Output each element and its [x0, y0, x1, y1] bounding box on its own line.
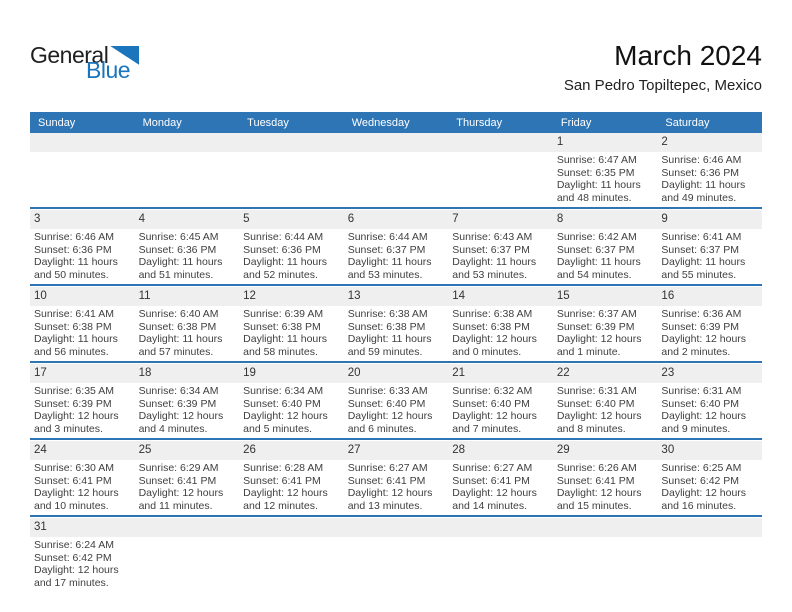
weekday-label-wednesday: Wednesday: [351, 116, 410, 129]
day-details: [448, 383, 553, 438]
date-number: 2: [661, 136, 668, 148]
sunset-text: Sunset: 6:41 PM: [452, 474, 530, 487]
daylight-text: Daylight: 12 hours and 10 minutes.: [34, 487, 119, 512]
title-block: [564, 38, 762, 94]
week-content: [30, 229, 762, 284]
daylight-text: Daylight: 11 hours and 51 minutes.: [138, 256, 223, 281]
daylight-text: Daylight: 12 hours and 2 minutes.: [661, 333, 747, 358]
date-number: 28: [452, 444, 466, 456]
sunset-text: Sunset: 6:39 PM: [661, 320, 740, 333]
date-number: 15: [556, 290, 570, 302]
sunset-text: Sunset: 6:37 PM: [661, 243, 740, 256]
sunrise-text: Sunrise: 6:41 AM: [661, 231, 742, 243]
sunrise-text: Sunrise: 6:38 AM: [452, 308, 533, 320]
weekday-label-sunday: Sunday: [38, 116, 76, 129]
date-number: [239, 518, 344, 537]
day-details: [30, 306, 135, 361]
sunrise-text: Sunrise: 6:31 AM: [661, 385, 742, 397]
sunset-text: Sunset: 6:35 PM: [556, 166, 635, 179]
day-details: [135, 152, 240, 207]
date-number: 12: [243, 290, 256, 302]
daylight-text: Daylight: 12 hours and 16 minutes.: [661, 487, 747, 512]
day-details: [657, 537, 762, 592]
date-number: 17: [34, 367, 47, 379]
date-number: 4: [138, 213, 145, 225]
date-number: [239, 133, 344, 152]
daylight-text: Daylight: 12 hours and 9 minutes.: [661, 410, 747, 435]
sunset-text: Sunset: 6:37 PM: [556, 243, 635, 256]
date-number: 8: [556, 213, 564, 225]
day-details: [30, 460, 135, 515]
daylight-text: Daylight: 12 hours and 1 minute.: [556, 333, 642, 358]
day-details: [657, 152, 762, 207]
daylight-text: Daylight: 12 hours and 13 minutes.: [347, 487, 433, 512]
date-number: 18: [138, 367, 152, 379]
date-number: 5: [243, 213, 250, 225]
day-details: [448, 306, 553, 361]
date-number: 3: [34, 213, 41, 225]
sunrise-text: Sunrise: 6:34 AM: [138, 385, 219, 397]
sunrise-text: Sunrise: 6:29 AM: [138, 462, 219, 474]
date-number: 29: [556, 444, 570, 456]
weekday-label-tuesday: Tuesday: [247, 116, 289, 129]
day-details: [553, 537, 658, 592]
date-band: [30, 210, 762, 229]
day-details: [553, 152, 658, 207]
date-band: [30, 441, 762, 460]
sunset-text: Sunset: 6:41 PM: [243, 474, 321, 487]
daylight-text: Daylight: 12 hours and 4 minutes.: [138, 410, 224, 435]
day-details: [657, 229, 762, 284]
day-details: [30, 152, 135, 207]
daylight-text: Daylight: 12 hours and 12 minutes.: [243, 487, 328, 512]
sunrise-text: Sunrise: 6:26 AM: [556, 462, 637, 474]
date-number: 27: [347, 444, 361, 456]
sunset-text: Sunset: 6:41 PM: [34, 474, 112, 487]
week-row: [30, 441, 762, 517]
sunrise-text: Sunrise: 6:35 AM: [34, 385, 114, 397]
daylight-text: Daylight: 12 hours and 8 minutes.: [556, 410, 642, 435]
date-number: [344, 518, 449, 537]
daylight-text: Daylight: 12 hours and 17 minutes.: [34, 564, 119, 589]
date-band: [30, 518, 762, 537]
sunrise-text: Sunrise: 6:32 AM: [452, 385, 533, 397]
weekday-label-monday: Monday: [142, 116, 182, 129]
sunrise-text: Sunrise: 6:36 AM: [661, 308, 742, 320]
date-number: 19: [243, 367, 256, 379]
date-number: [553, 518, 658, 537]
day-details: [239, 460, 344, 515]
day-details: [135, 460, 240, 515]
daylight-text: Daylight: 11 hours and 48 minutes.: [556, 179, 641, 204]
date-number: [30, 133, 135, 152]
sunset-text: Sunset: 6:36 PM: [661, 166, 740, 179]
logo-text-blue: Blue: [86, 57, 131, 83]
calendar-month-title: March 2024: [614, 40, 762, 71]
daylight-text: Daylight: 12 hours and 14 minutes.: [452, 487, 537, 512]
sunrise-text: Sunrise: 6:42 AM: [556, 231, 637, 243]
date-band: [30, 133, 762, 152]
day-details: [239, 383, 344, 438]
sunset-text: Sunset: 6:40 PM: [556, 397, 635, 410]
day-details: [448, 229, 553, 284]
date-number: 23: [661, 367, 675, 379]
daylight-text: Daylight: 11 hours and 54 minutes.: [556, 256, 641, 281]
date-number: 7: [452, 213, 459, 225]
sunset-text: Sunset: 6:37 PM: [452, 243, 530, 256]
logo: [30, 38, 139, 82]
date-number: 6: [347, 213, 355, 225]
day-details: [344, 229, 449, 284]
date-band: [30, 287, 762, 306]
calendar-grid: [30, 133, 762, 592]
sunrise-text: Sunrise: 6:34 AM: [243, 385, 324, 397]
day-details: [30, 383, 135, 438]
day-details: [553, 306, 658, 361]
date-band: [30, 364, 762, 383]
date-number: 30: [661, 444, 675, 456]
date-number: 10: [34, 290, 47, 302]
logo-text-general: General: [30, 42, 109, 68]
day-details: [239, 537, 344, 592]
sunset-text: Sunset: 6:41 PM: [347, 474, 426, 487]
sunset-text: Sunset: 6:38 PM: [243, 320, 321, 333]
sunrise-text: Sunrise: 6:43 AM: [452, 231, 533, 243]
date-number: 20: [347, 367, 361, 379]
date-number: 11: [138, 290, 151, 302]
week-content: [30, 537, 762, 592]
sunrise-text: Sunrise: 6:25 AM: [661, 462, 742, 474]
sunrise-text: Sunrise: 6:45 AM: [138, 231, 219, 243]
sunset-text: Sunset: 6:40 PM: [243, 397, 321, 410]
sunrise-text: Sunrise: 6:41 AM: [34, 308, 114, 320]
calendar-location-subtitle: San Pedro Topiltepec, Mexico: [563, 77, 762, 94]
sunset-text: Sunset: 6:38 PM: [138, 320, 217, 333]
day-details: [135, 383, 240, 438]
daylight-text: Daylight: 11 hours and 58 minutes.: [243, 333, 327, 358]
day-details: [553, 460, 658, 515]
daylight-text: Daylight: 11 hours and 55 minutes.: [661, 256, 746, 281]
date-number: 26: [243, 444, 256, 456]
sunset-text: Sunset: 6:39 PM: [34, 397, 112, 410]
week-row: [30, 287, 762, 363]
daylight-text: Daylight: 11 hours and 56 minutes.: [34, 333, 118, 358]
day-details: [553, 229, 658, 284]
sunrise-text: Sunrise: 6:31 AM: [556, 385, 637, 397]
day-details: [553, 383, 658, 438]
daylight-text: Daylight: 12 hours and 6 minutes.: [347, 410, 433, 435]
sunset-text: Sunset: 6:40 PM: [347, 397, 426, 410]
sunset-text: Sunset: 6:38 PM: [34, 320, 112, 333]
daylight-text: Daylight: 12 hours and 15 minutes.: [556, 487, 642, 512]
sunset-text: Sunset: 6:37 PM: [347, 243, 426, 256]
sunrise-text: Sunrise: 6:46 AM: [661, 154, 742, 166]
sunset-text: Sunset: 6:41 PM: [138, 474, 217, 487]
sunrise-text: Sunrise: 6:44 AM: [243, 231, 324, 243]
sunset-text: Sunset: 6:39 PM: [138, 397, 217, 410]
sunset-text: Sunset: 6:40 PM: [661, 397, 740, 410]
sunset-text: Sunset: 6:42 PM: [661, 474, 740, 487]
sunrise-text: Sunrise: 6:33 AM: [347, 385, 428, 397]
date-number: [135, 133, 240, 152]
day-details: [344, 460, 449, 515]
daylight-text: Daylight: 11 hours and 53 minutes.: [452, 256, 537, 281]
sunset-text: Sunset: 6:36 PM: [34, 243, 112, 256]
daylight-text: Daylight: 12 hours and 7 minutes.: [452, 410, 537, 435]
sunset-text: Sunset: 6:36 PM: [243, 243, 321, 256]
day-details: [239, 152, 344, 207]
date-number: 22: [556, 367, 570, 379]
daylight-text: Daylight: 12 hours and 0 minutes.: [452, 333, 537, 358]
day-details: [30, 229, 135, 284]
daylight-text: Daylight: 11 hours and 50 minutes.: [34, 256, 118, 281]
weekday-header-row: [30, 112, 762, 133]
sunset-text: Sunset: 6:41 PM: [556, 474, 635, 487]
sunrise-text: Sunrise: 6:38 AM: [347, 308, 428, 320]
day-details: [657, 306, 762, 361]
sunrise-text: Sunrise: 6:30 AM: [34, 462, 114, 474]
date-number: [344, 133, 449, 152]
day-details: [657, 460, 762, 515]
daylight-text: Daylight: 11 hours and 53 minutes.: [347, 256, 432, 281]
weekday-label-thursday: Thursday: [456, 116, 503, 129]
week-row: [30, 210, 762, 286]
day-details: [239, 229, 344, 284]
sunrise-text: Sunrise: 6:27 AM: [347, 462, 428, 474]
week-row: [30, 133, 762, 209]
daylight-text: Daylight: 12 hours and 5 minutes.: [243, 410, 328, 435]
sunrise-text: Sunrise: 6:27 AM: [452, 462, 533, 474]
weekday-label-friday: Friday: [560, 116, 592, 129]
day-details: [448, 537, 553, 592]
day-details: [344, 306, 449, 361]
day-details: [135, 306, 240, 361]
sunrise-text: Sunrise: 6:37 AM: [556, 308, 637, 320]
week-content: [30, 152, 762, 207]
date-number: 31: [34, 521, 47, 533]
date-number: 14: [452, 290, 466, 302]
date-number: [657, 518, 762, 537]
day-details: [239, 306, 344, 361]
week-row: [30, 364, 762, 440]
date-number: 16: [661, 290, 675, 302]
daylight-text: Daylight: 11 hours and 59 minutes.: [347, 333, 432, 358]
daylight-text: Daylight: 12 hours and 11 minutes.: [138, 487, 224, 512]
day-details: [448, 460, 553, 515]
sunrise-text: Sunrise: 6:24 AM: [34, 539, 114, 551]
date-number: [448, 518, 553, 537]
daylight-text: Daylight: 11 hours and 49 minutes.: [661, 179, 746, 204]
week-content: [30, 306, 762, 361]
sunset-text: Sunset: 6:38 PM: [347, 320, 426, 333]
date-number: 24: [34, 444, 47, 456]
page-header: [30, 0, 762, 105]
week-content: [30, 383, 762, 438]
daylight-text: Daylight: 11 hours and 52 minutes.: [243, 256, 327, 281]
date-number: 13: [347, 290, 361, 302]
sunrise-text: Sunrise: 6:47 AM: [556, 154, 637, 166]
week-row: [30, 518, 762, 592]
sunset-text: Sunset: 6:40 PM: [452, 397, 530, 410]
date-number: 25: [138, 444, 152, 456]
sunset-text: Sunset: 6:42 PM: [34, 551, 112, 564]
calendar: [30, 112, 762, 592]
sunrise-text: Sunrise: 6:46 AM: [34, 231, 114, 243]
week-content: [30, 460, 762, 515]
date-number: [448, 133, 553, 152]
day-details: [344, 383, 449, 438]
sunrise-text: Sunrise: 6:44 AM: [347, 231, 428, 243]
daylight-text: Daylight: 11 hours and 57 minutes.: [138, 333, 223, 358]
day-details: [30, 537, 135, 592]
daylight-text: Daylight: 12 hours and 3 minutes.: [34, 410, 119, 435]
date-number: 1: [556, 136, 564, 148]
day-details: [135, 229, 240, 284]
day-details: [344, 152, 449, 207]
sunrise-text: Sunrise: 6:40 AM: [138, 308, 219, 320]
weekday-label-saturday: Saturday: [665, 116, 710, 129]
day-details: [344, 537, 449, 592]
date-number: [135, 518, 240, 537]
sunrise-text: Sunrise: 6:39 AM: [243, 308, 324, 320]
day-details: [657, 383, 762, 438]
sunset-text: Sunset: 6:38 PM: [452, 320, 530, 333]
sunset-text: Sunset: 6:39 PM: [556, 320, 635, 333]
day-details: [135, 537, 240, 592]
sunset-text: Sunset: 6:36 PM: [138, 243, 217, 256]
sunrise-text: Sunrise: 6:28 AM: [243, 462, 324, 474]
date-number: 9: [661, 213, 668, 225]
day-details: [448, 152, 553, 207]
date-number: 21: [452, 367, 466, 379]
